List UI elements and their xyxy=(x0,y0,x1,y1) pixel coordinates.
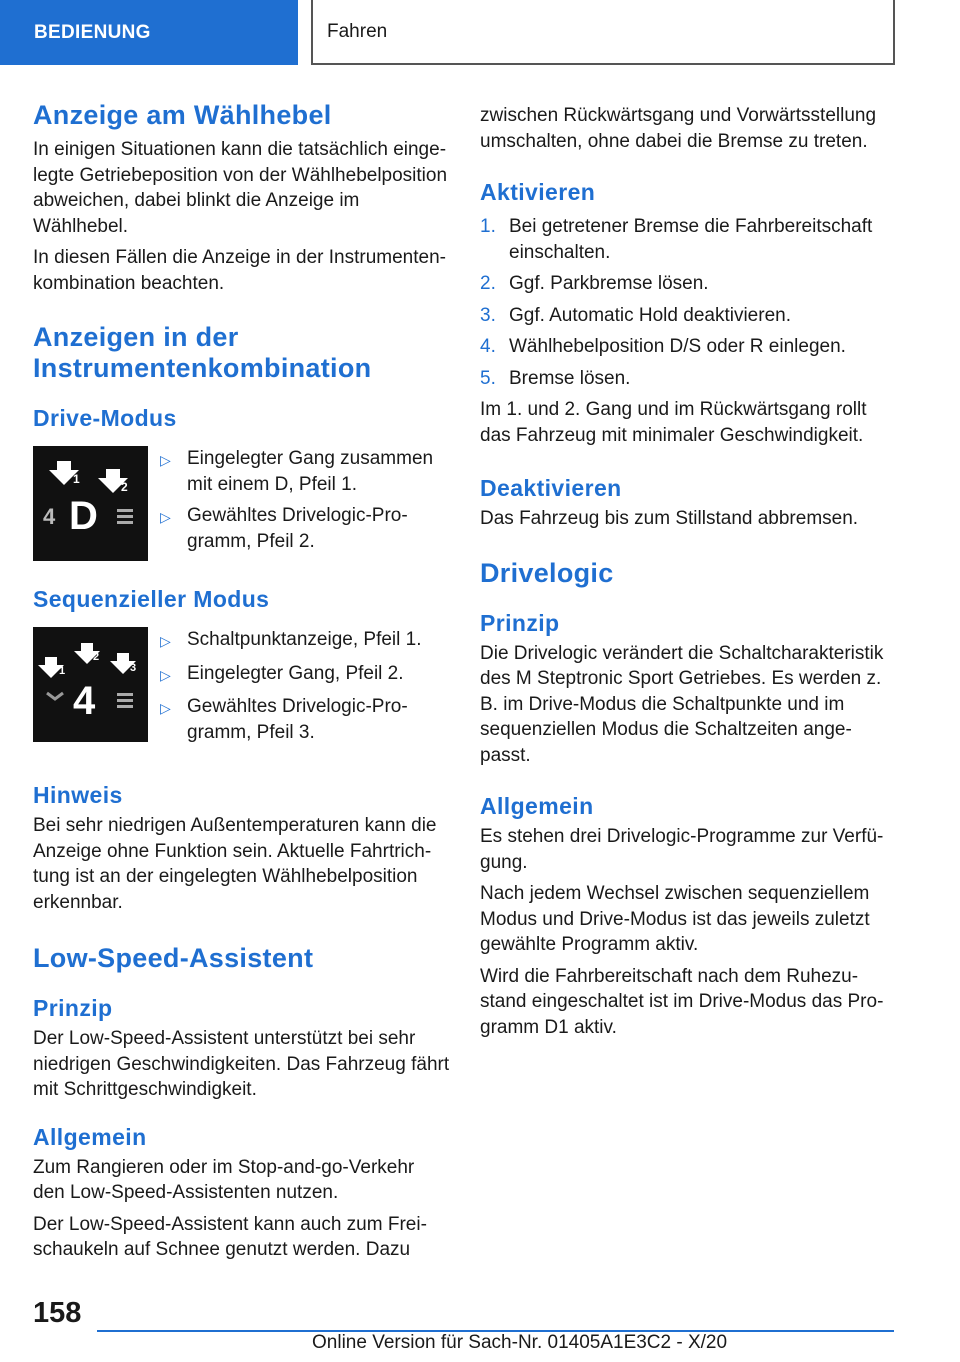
paragraph: Wird die Fahrbereitschaft nach dem Ruhezustand eingeschaltet ist im Drive-Modus das Programm D1 aktiv. xyxy=(480,965,884,1038)
arrow-2-label: 2 xyxy=(93,651,100,663)
right-column xyxy=(480,103,890,1040)
heading-low-speed-assistent: Low-Speed-Assistent xyxy=(33,943,314,973)
triangle-icon: ▷ xyxy=(160,666,171,683)
paragraph: Zum Rangieren oder im Stop-and-go-Verkehr den Low-Speed-Assistenten nutzen. xyxy=(33,1156,415,1203)
heading-prinzip: Prinzip xyxy=(480,609,560,636)
paragraph: Nach jedem Wechsel zwischen sequenziellem Modus und Drive-Modus ist das jeweils zuletzt gewählte Programm aktiv. xyxy=(480,883,870,955)
drive-mode-row xyxy=(33,446,451,561)
gear-letter: D xyxy=(69,494,98,538)
heading-aktivieren: Aktivieren xyxy=(480,179,596,205)
list-item: ▷ Eingelegter Gang zusammen mit einem D, Pfeil 1. xyxy=(160,446,451,497)
drive-mode-bullets xyxy=(160,446,451,561)
arrow-1-label: 1 xyxy=(73,472,80,486)
steps-list xyxy=(480,214,890,391)
seq-mode-figure xyxy=(33,627,148,742)
heading-prinzip: Prinzip xyxy=(33,995,113,1021)
arrow-1-label: 1 xyxy=(59,665,66,677)
triangle-icon: ▷ xyxy=(160,700,171,716)
heading-drive-modus: Drive-Modus xyxy=(33,405,177,431)
heading-allgemein: Allgemein xyxy=(480,793,594,819)
paragraph: zwischen Rückwärtsgang und Vorwärtsstellung umschalten, ohne dabei die Bremse zu treten. xyxy=(480,105,877,152)
paragraph: Der Low-Speed-Assistent unterstützt bei sehr niedrigen Geschwindigkeiten. Das Fahrzeug fährt mit Schrittgeschwindigkeit. xyxy=(33,1028,450,1100)
list-item: ▷ Gewähltes Drivelogic-Programm, Pfeil 3. xyxy=(160,694,451,745)
heading-drivelogic: Drivelogic xyxy=(480,557,614,588)
seq-mode-bullets xyxy=(160,627,451,751)
page-number: 158 xyxy=(33,1297,82,1329)
list-item: 5. Bremse lösen. xyxy=(480,367,631,389)
left-column xyxy=(33,100,451,1263)
list-item: ▷ Eingelegter Gang, Pfeil 2. xyxy=(160,661,451,689)
heading-deaktivieren: Deaktivieren xyxy=(480,475,622,501)
arrow-2-label: 2 xyxy=(121,480,128,494)
paragraph: Die Drivelogic verändert die Schaltcharakteristik des M Steptronic Sport Getriebes. Es werden z. B. im Drive-Modus die Schaltpunkte und im sequenziellen Modus die Schaltzeiten angepasst. xyxy=(480,642,884,766)
heading-anzeigen-instrumentenkombination: Anzeigen in der Instrumentenkombination xyxy=(33,322,372,383)
list-item: 1. Bei getretener Bremse die Fahrbereitschaft einschalten. xyxy=(480,216,873,263)
header-section: BEDIENUNG xyxy=(0,0,298,65)
footer-text: Online Version für Sach-Nr. 01405A1E3C2 - X/20 xyxy=(312,1332,728,1353)
list-item: ▷ Gewähltes Drivelogic-Programm, Pfeil 2. xyxy=(160,503,451,554)
program-number: 4 xyxy=(43,504,56,529)
list-item: 3. Ggf. Automatic Hold deaktivieren. xyxy=(480,304,791,326)
arrow-3-label: 3 xyxy=(130,662,137,674)
drive-mode-figure xyxy=(33,446,148,561)
heading-anzeige-waehlhebel: Anzeige am Wählhebel xyxy=(33,100,332,130)
paragraph: In einigen Situationen kann die tatsächlich eingelegte Getriebeposition von der Wählhebelposition abweichen, dabei blinkt die Anzeige im Wählhebel. xyxy=(33,139,448,237)
header-chapter: Fahren xyxy=(311,0,895,65)
heading-hinweis: Hinweis xyxy=(33,782,123,808)
list-item: ▷ Schaltpunktanzeige, Pfeil 1. xyxy=(160,627,451,655)
paragraph: Das Fahrzeug bis zum Stillstand abbremsen. xyxy=(480,508,859,529)
triangle-icon: ▷ xyxy=(160,509,171,525)
paragraph: Es stehen drei Drivelogic-Programme zur Verfügung. xyxy=(480,826,884,873)
paragraph: Bei sehr niedrigen Außentemperaturen kann die Anzeige ohne Funktion sein. Aktuelle Fahrtrichtung ist an der eingelegten Wählhebelposition erkennbar. xyxy=(33,815,437,913)
list-item: 4. Wählhebelposition D/S oder R einlegen. xyxy=(480,336,846,357)
paragraph: Der Low-Speed-Assistent kann auch zum Freischaukeln auf Schnee genutzt werden. Dazu xyxy=(33,1213,427,1260)
gear-number: 4 xyxy=(73,679,96,723)
heading-sequenzieller-modus: Sequenzieller Modus xyxy=(33,586,270,612)
paragraph: Im 1. und 2. Gang und im Rückwärtsgang rollt das Fahrzeug mit minimaler Geschwindigkeit. xyxy=(480,399,867,446)
paragraph: In diesen Fällen die Anzeige in der Instrumentenkombination beachten. xyxy=(33,247,446,294)
triangle-icon: ▷ xyxy=(160,452,171,468)
list-item: 2. Ggf. Parkbremse lösen. xyxy=(480,273,709,294)
seq-mode-row xyxy=(33,627,451,751)
triangle-icon: ▷ xyxy=(160,633,171,649)
heading-allgemein: Allgemein xyxy=(33,1123,147,1150)
